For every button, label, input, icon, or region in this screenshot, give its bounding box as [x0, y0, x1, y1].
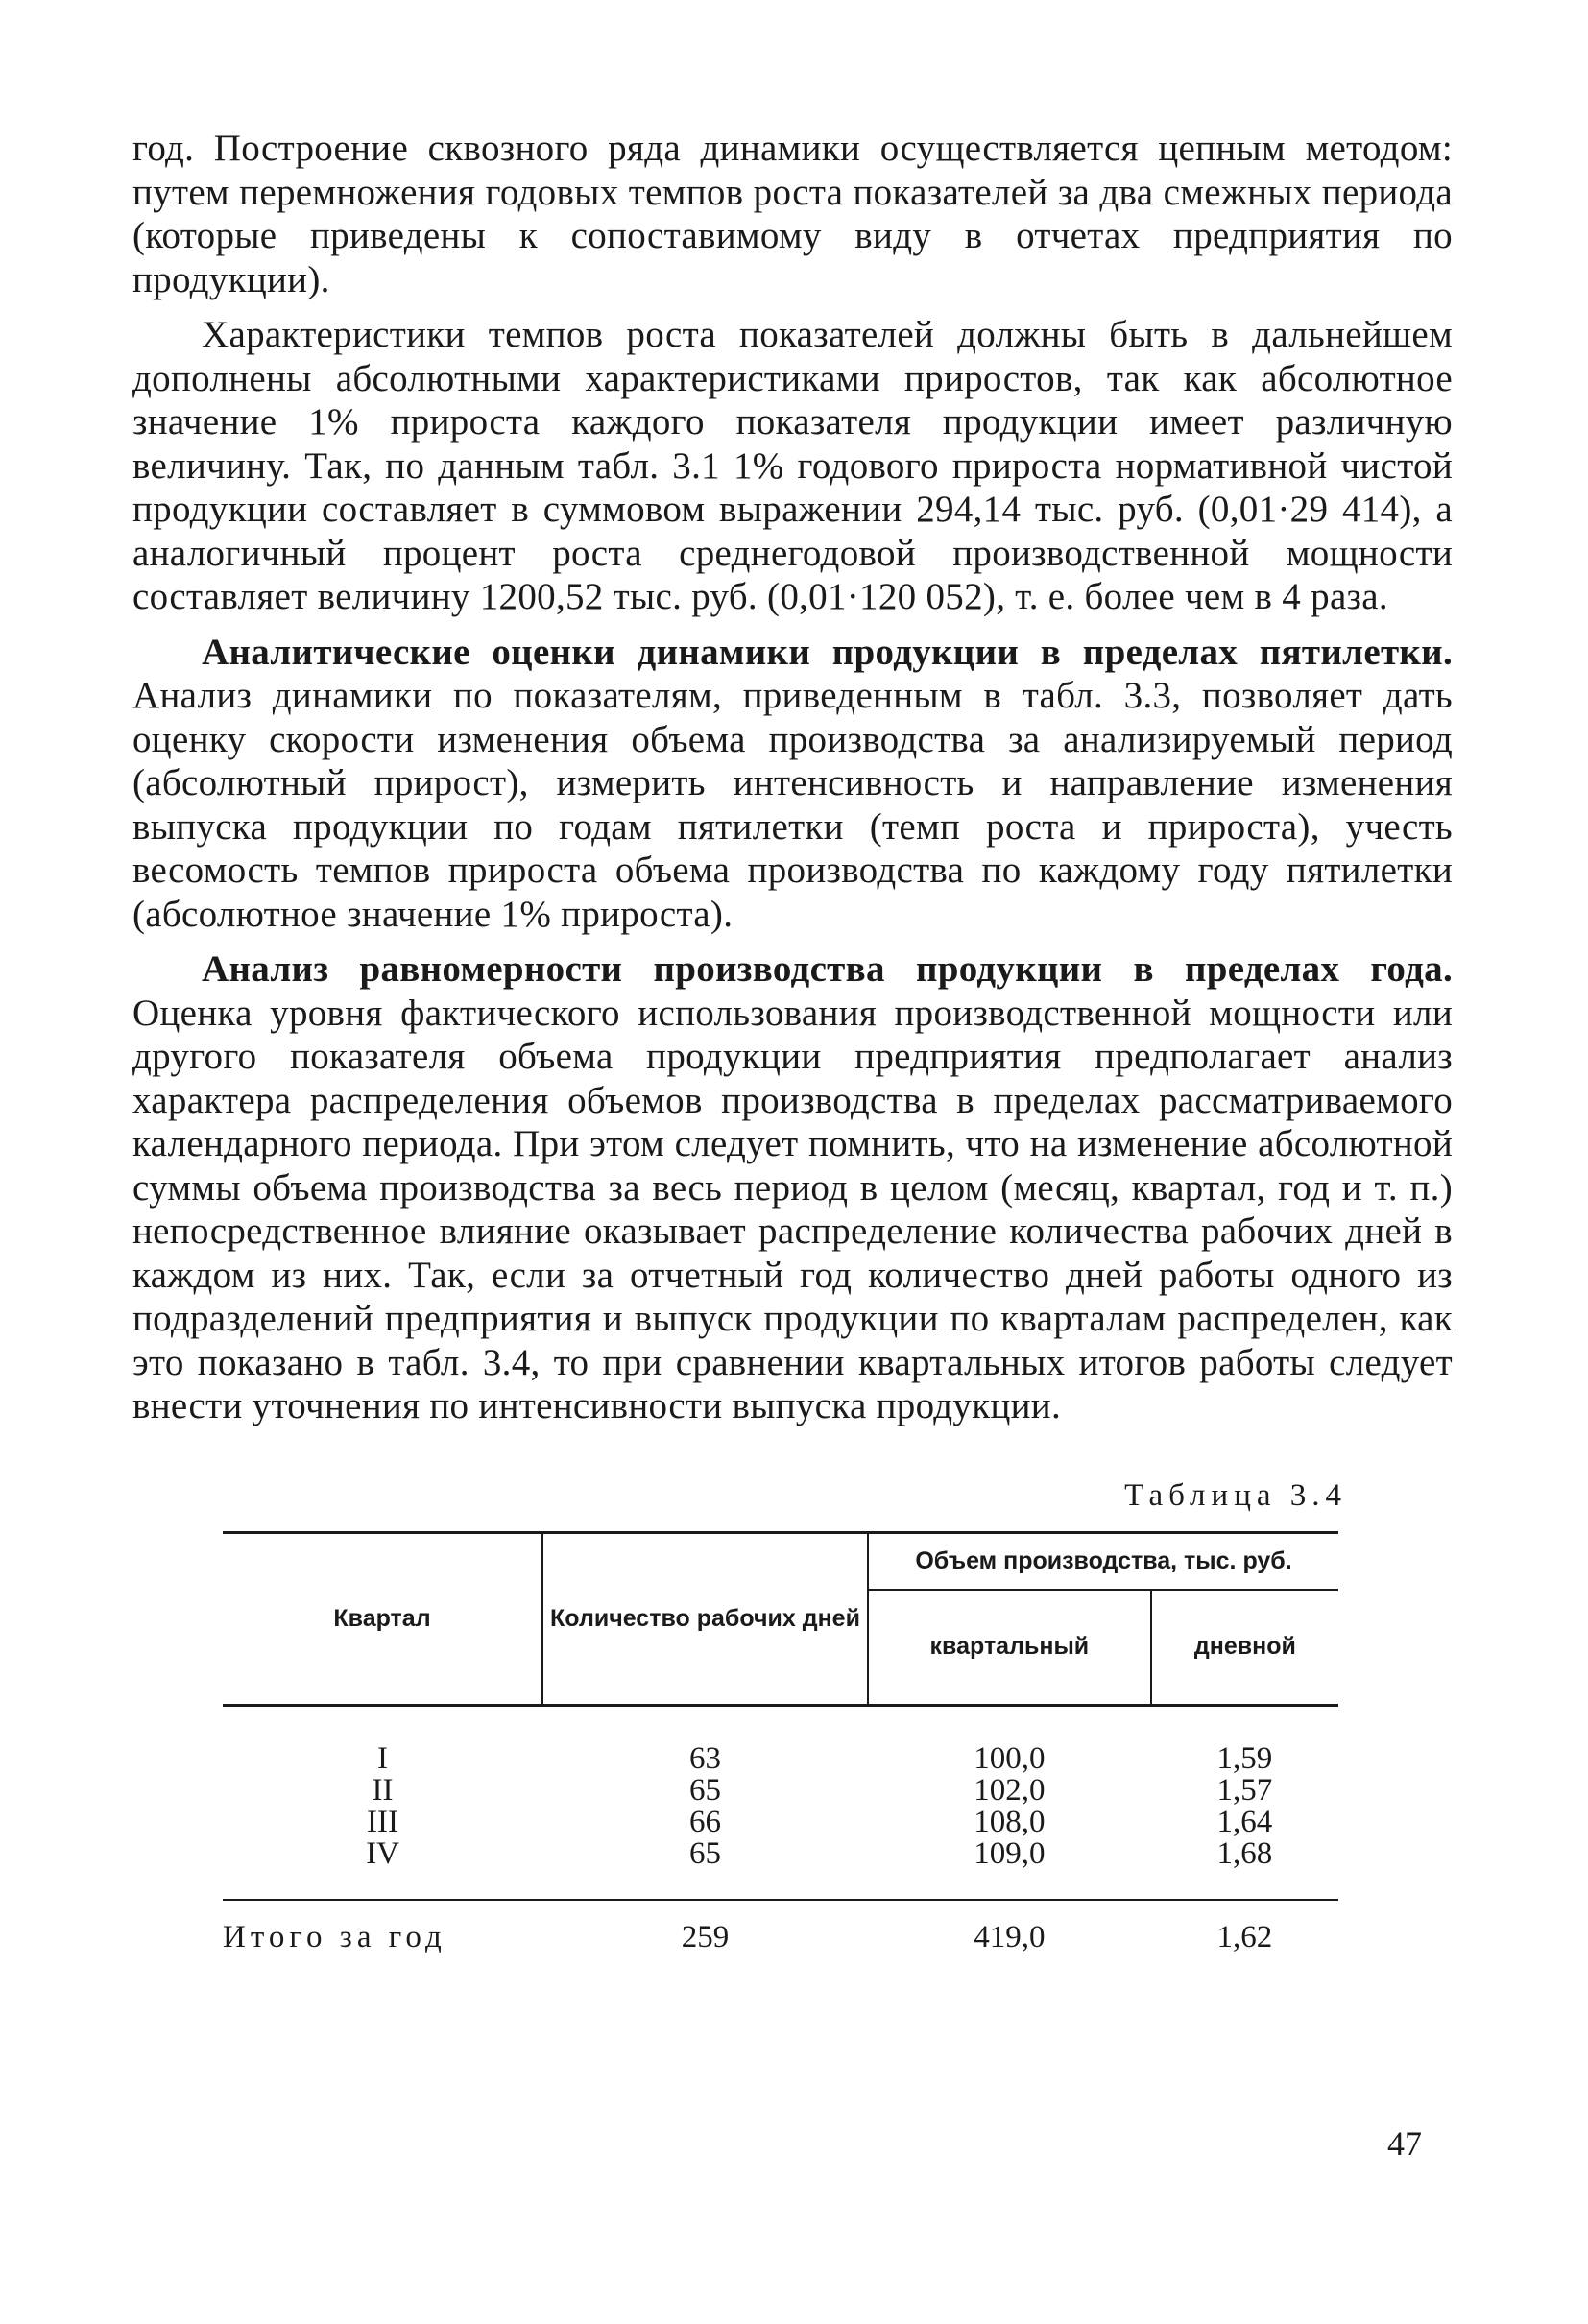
- table-row: [223, 1705, 1338, 1775]
- total-label: Итого за год: [223, 1900, 542, 1953]
- cell-days: 66: [689, 1804, 721, 1839]
- paragraph-4-text: Оценка уровня фактического использования производственной мощности или другого показателя объема продукции предприятия предполагает анализ характера распределения объемов производства в пределах рассматриваемого календарного периода. При этом следует помнить, что на изменение абсолютной суммы объема производства за весь период в целом (месяц, квартал, год и т. п.) непосредственное влияние оказывает распределение количества рабочих дней в каждом из них. Так, если за отчетный год количество дней работы одного из подразделений предприятия и выпуск продукции по кварталам распределен, как это показано в табл. 3.4, то при сравнении квартальных итогов работы следует внести уточнения по интенсивности выпуска продукции.: [132, 992, 1453, 1426]
- paragraph-3-text: Анализ динамики по показателям, приведенным в табл. 3.3, позволяет дать оценку скорости изменения объема производства за анализируемый период (абсолютный прирост), измерить интенсивность и направление изменения выпуска продукции по годам пятилетки (темп роста и прироста), учесть весомость темпов прироста объема производства по каждому году пятилетки (абсолютное значение 1% прироста).: [132, 675, 1453, 935]
- cell-daily: 1,68: [1216, 1835, 1273, 1871]
- cell-daily: 1,59: [1216, 1740, 1273, 1776]
- paragraph-3-heading: Аналитические оценки динамики продукции в пределах пятилетки.: [202, 631, 1453, 673]
- header-workdays: Количество рабочих дней: [542, 1532, 868, 1705]
- table-total-row: [223, 1900, 1338, 1953]
- paragraph-4: [132, 947, 1453, 1428]
- cell-quarter: I: [377, 1740, 388, 1776]
- total-days: 259: [542, 1900, 868, 1953]
- paragraph-3: [132, 631, 1453, 937]
- cell-quarterly: 109,0: [974, 1835, 1046, 1871]
- cell-days: 63: [689, 1740, 721, 1776]
- table-row: [223, 1838, 1338, 1900]
- cell-daily: 1,64: [1216, 1804, 1273, 1839]
- header-quarter: Квартал: [223, 1532, 542, 1705]
- cell-quarter: III: [367, 1804, 398, 1839]
- total-quarterly: 419,0: [868, 1900, 1151, 1953]
- cell-quarter: IV: [366, 1835, 399, 1871]
- paragraph-4-heading: Анализ равномерности производства продукции в пределах года.: [202, 948, 1453, 990]
- page-number: 47: [1387, 2124, 1422, 2163]
- header-volume: Объем производства, тыс. руб.: [868, 1532, 1338, 1590]
- table-caption: Таблица 3.4: [1124, 1477, 1347, 1513]
- table-row: [223, 1807, 1338, 1838]
- page-content: [132, 127, 1453, 1953]
- cell-quarterly: 100,0: [974, 1740, 1046, 1776]
- production-table: [223, 1531, 1338, 1953]
- paragraph-1: год. Построение сквозного ряда динамики осуществляется цепным методом: путем перемножения годовых темпов роста показателей за два смежных периода (которые приведены к сопоставимому виду в отчетах предприятия по продукции).: [132, 128, 1453, 300]
- cell-days: 65: [689, 1835, 721, 1871]
- cell-quarterly: 102,0: [974, 1772, 1046, 1808]
- header-daily: дневной: [1151, 1590, 1338, 1706]
- cell-daily: 1,57: [1216, 1772, 1273, 1808]
- cell-days: 65: [689, 1772, 721, 1808]
- cell-quarter: II: [372, 1772, 394, 1808]
- cell-quarterly: 108,0: [974, 1804, 1046, 1839]
- table-row: [223, 1775, 1338, 1807]
- header-quarterly: квартальный: [868, 1590, 1151, 1706]
- paragraph-2: Характеристики темпов роста показателей должны быть в дальнейшем дополнены абсолютными характеристиками приростов, так как абсолютное значение 1% прироста каждого показателя продукции имеет различную величину. Так, по данным табл. 3.1 1% годового прироста нормативной чистой продукции составляет в суммовом выражении 294,14 тыс. руб. (0,01·29 414), а аналогичный процент роста среднегодовой производственной мощности составляет величину 1200,52 тыс. руб. (0,01·120 052), т. е. более чем в 4 раза.: [132, 314, 1453, 617]
- total-daily: 1,62: [1151, 1900, 1338, 1953]
